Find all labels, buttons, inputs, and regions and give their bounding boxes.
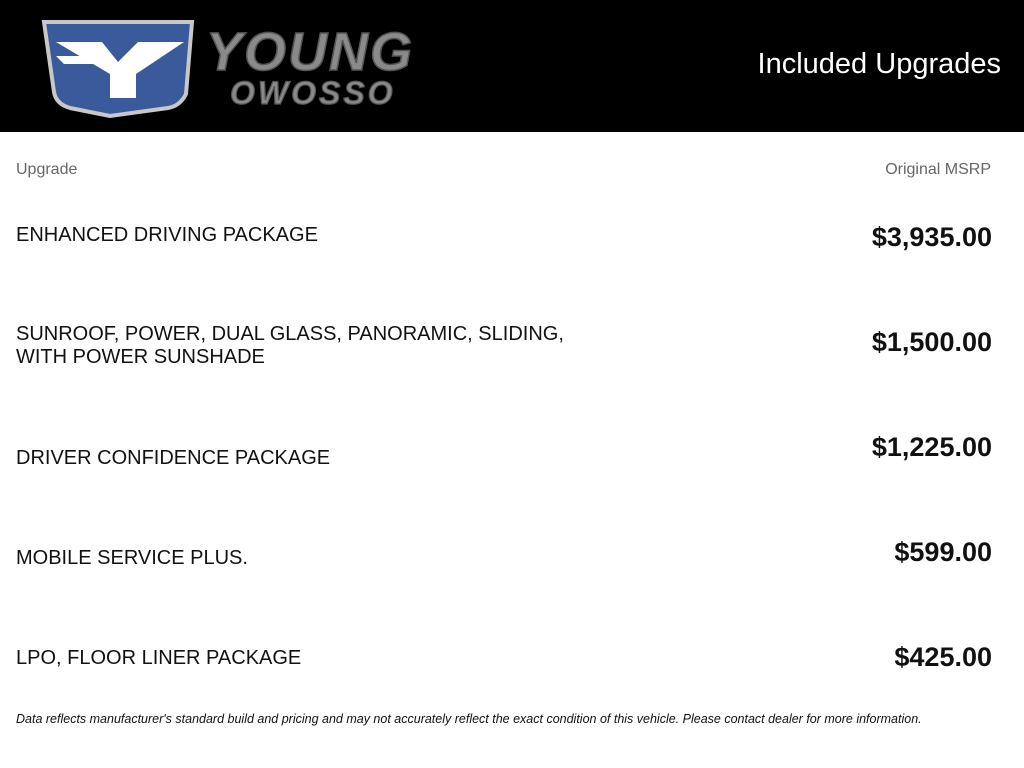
page-title: Included Upgrades <box>757 48 1001 80</box>
upgrade-name: MOBILE SERVICE PLUS. <box>16 547 248 569</box>
upgrade-name-line: WITH POWER SUNSHADE <box>16 346 265 368</box>
disclaimer: Data reflects manufacturer's standard build and pricing and may not accurately reflect the exact condition of this vehicle. Please contact dealer for more information. <box>16 712 922 726</box>
upgrade-price: $1,500.00 <box>871 327 992 357</box>
column-header-upgrade: Upgrade <box>16 161 78 178</box>
upgrade-name-line: SUNROOF, POWER, DUAL GLASS, PANORAMIC, SLIDING, <box>16 323 564 345</box>
upgrade-price: $3,935.00 <box>871 222 992 252</box>
column-header-msrp: Original MSRP <box>885 161 991 178</box>
logo-text-owosso: OWOSSO <box>230 75 396 111</box>
upgrade-name: LPO, FLOOR LINER PACKAGE <box>16 647 302 669</box>
logo-text-young: YOUNG <box>206 22 415 82</box>
upgrade-price: $1,225.00 <box>871 432 992 462</box>
young-owosso-logo <box>40 18 510 118</box>
page-header <box>0 0 1024 132</box>
upgrade-price: $425.00 <box>894 642 992 672</box>
upgrade-name: ENHANCED DRIVING PACKAGE <box>16 224 318 246</box>
upgrade-name <box>16 323 596 369</box>
upgrade-price: $599.00 <box>894 537 992 567</box>
upgrade-name: DRIVER CONFIDENCE PACKAGE <box>16 447 331 469</box>
